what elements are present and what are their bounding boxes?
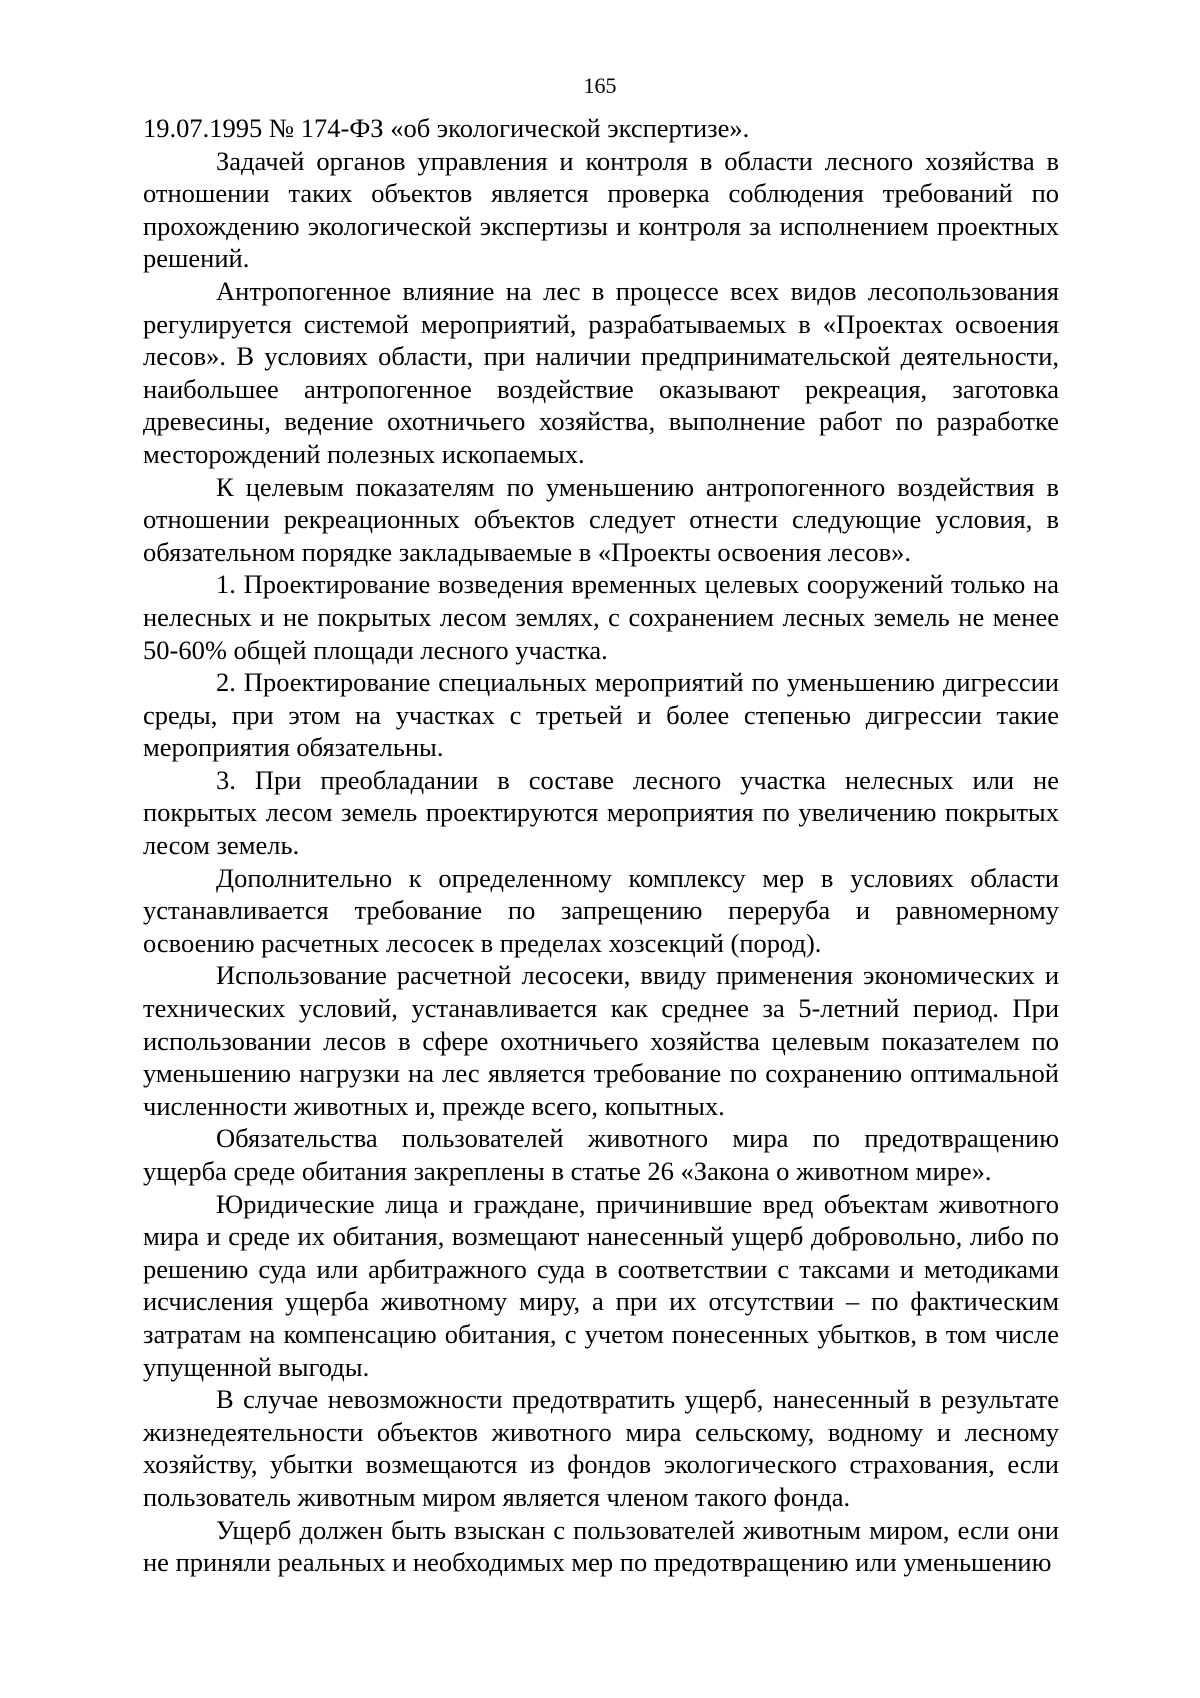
list-item-3: 3. При преобладании в составе лесного участка нелесных или не покрытых лесом земель проектируются мероприятия по увеличению покрытых лесом земель. — [143, 764, 1059, 861]
paragraph: Антропогенное влияние на лес в процессе всех видов лесопользования регулируется системой мероприятий, разрабатываемых в «Проектах освоения лесов». В условиях области, при наличии предпринимательской деятельности, наибольшее антропогенное воздействие оказывают рекреация, заготовка древесины, ведение охотничьего хозяйства, выполнение работ по разработке месторождений полезных ископаемых. — [143, 275, 1059, 469]
paragraph: Юридические лица и граждане, причинившие вред объектам животного мира и среде их обитания, возмещают нанесенный ущерб добровольно, либо по решению суда или арбитражного суда в соответствии с таксами и методиками исчисления ущерба животному миру, а при их отсутствии – по фактическим затратам на компенсацию обитания, с учетом понесенных убытков, в том числе упущенной выгоды. — [143, 1188, 1059, 1382]
page-number: 165 — [583, 73, 617, 98]
text-body — [143, 112, 1059, 1579]
paragraph-continuation: 19.07.1995 № 174-ФЗ «об экологической экспертизе». — [143, 113, 750, 143]
paragraph: Задачей органов управления и контроля в области лесного хозяйства в отношении таких объектов является проверка соблюдения требований по прохождению экологической экспертизы и контроля за исполнением проектных решений. — [143, 145, 1059, 274]
paragraph: Использование расчетной лесосеки, ввиду применения экономических и технических условий, устанавливается как среднее за 5-летний период. При использовании лесов в сфере охотничьего хозяйства целевым показателем по уменьшению нагрузки на лес является требование по сохранению оптимальной численности животных и, прежде всего, копытных. — [143, 960, 1059, 1121]
paragraph: В случае невозможности предотвратить ущерб, нанесенный в результате жизнедеятельности объектов животного мира сельскому, водному и лесному хозяйству, убытки возмещаются из фондов экологического страхования, если пользователь животным миром является членом такого фонда. — [143, 1384, 1059, 1512]
list-item-2: 2. Проектирование специальных мероприятий по уменьшению дигрессии среды, при этом на участках с третьей и более степенью дигрессии такие мероприятия обязательны. — [143, 667, 1059, 763]
list-item-1: 1. Проектирование возведения временных целевых сооружений только на нелесных и не покрытых лесом землях, с сохранением лесных земель не менее 50-60% общей площади лесного участка. — [143, 569, 1059, 665]
paragraph: К целевым показателям по уменьшению антропогенного воздействия в отношении рекреационных объектов следует отнести следующие условия, в обязательном порядке закладываемые в «Проекты освоения лесов». — [143, 471, 1059, 567]
paragraph: Обязательства пользователей животного мира по предотвращению ущерба среде обитания закреплены в статье 26 «Закона о животном мире». — [143, 1123, 1059, 1186]
paragraph-continues: Ущерб должен быть взыскан с пользователей животным миром, если они не приняли реальных и необходимых мер по предотвращению или уменьшению — [143, 1514, 1059, 1578]
paragraph: Дополнительно к определенному комплексу мер в условиях области устанавливается требование по запрещению переруба и равномерному освоению расчетных лесосек в пределах хозсекций (пород). — [143, 862, 1059, 958]
